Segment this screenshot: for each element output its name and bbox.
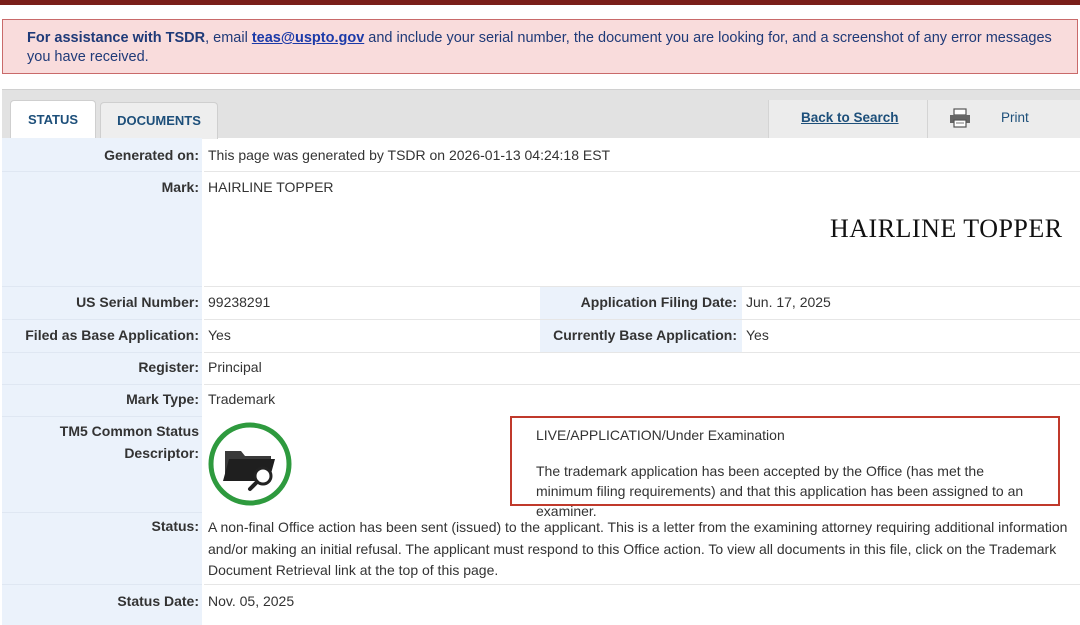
register-label: Register: xyxy=(138,359,199,375)
alert-text-2: and include your serial number, the document you are looking for, and a screenshot of any error messages you have received. xyxy=(27,30,1052,65)
toolbar xyxy=(768,100,1080,138)
mark-type-label: Mark Type: xyxy=(126,391,199,407)
top-accent-bar xyxy=(0,0,1080,5)
support-email-link[interactable]: teas@uspto.gov xyxy=(251,30,365,46)
row-divider xyxy=(2,384,202,385)
row-divider xyxy=(2,286,202,287)
mark-value: HAIRLINE TOPPER xyxy=(208,179,334,195)
row-divider xyxy=(2,319,202,320)
serial-label: US Serial Number: xyxy=(76,294,199,310)
tm5-status-box xyxy=(510,416,1060,519)
tab-status[interactable]: STATUS xyxy=(10,100,96,140)
folder-search-icon xyxy=(207,421,293,507)
status-date-label: Status Date: xyxy=(117,593,199,609)
current-base-value: Yes xyxy=(746,327,769,343)
row-divider xyxy=(2,512,202,513)
status-content xyxy=(2,138,1080,625)
serial-value: 99238291 xyxy=(208,294,271,310)
filing-date-label: Application Filing Date: xyxy=(580,294,737,310)
mark-type-value: Trademark xyxy=(208,391,276,407)
row-divider xyxy=(204,352,1080,353)
base-application-label: Filed as Base Application: xyxy=(25,327,199,343)
mark-image: HAIRLINE TOPPER xyxy=(830,214,1063,243)
generated-value: This page was generated by TSDR on 2026-01-13 04:24:18 EST xyxy=(208,147,611,163)
printer-icon[interactable] xyxy=(949,108,971,128)
row-divider xyxy=(2,584,202,585)
label-column xyxy=(2,138,202,625)
row-divider xyxy=(2,416,202,417)
row-divider xyxy=(204,384,1080,385)
current-base-label: Currently Base Application: xyxy=(553,327,737,343)
row-divider xyxy=(204,286,1080,287)
tab-bar xyxy=(2,89,1080,138)
row-divider xyxy=(204,584,1080,585)
status-value: A non-final Office action has been sent (issued) to the applicant. This is a letter from the examining attorney requiring additional information and/or making an initial refusal. The applicant must respond to this Office action. To view all documents in this file, click on the Trademark Document Retrieval link at the top of this page. xyxy=(208,519,1068,578)
tm5-description: The trademark application has been accepted by the Office (has met the minimum filing requirements) and that this application has been assigned to an examiner. xyxy=(536,463,1024,519)
mark-label: Mark: xyxy=(161,179,199,195)
register-value: Principal xyxy=(208,359,262,375)
row-divider xyxy=(204,171,1080,172)
filing-date-value: Jun. 17, 2025 xyxy=(746,294,831,310)
generated-label: Generated on: xyxy=(104,147,199,163)
status-label: Status: xyxy=(151,518,199,534)
row-divider xyxy=(2,171,202,172)
row-divider xyxy=(204,319,1080,320)
print-link[interactable]: Print xyxy=(1001,110,1029,125)
row-divider xyxy=(2,352,202,353)
tm5-status: LIVE/APPLICATION/Under Examination xyxy=(536,427,785,443)
tab-documents[interactable]: DOCUMENTS xyxy=(100,102,218,139)
base-application-value: Yes xyxy=(208,327,231,343)
assistance-alert xyxy=(2,19,1078,74)
tm5-label-line1: TM5 Common Status xyxy=(59,423,199,439)
back-to-search-link[interactable]: Back to Search xyxy=(801,110,899,125)
alert-text-1: , email xyxy=(205,30,252,46)
status-date-value: Nov. 05, 2025 xyxy=(208,593,295,609)
tm5-label-line2: Descriptor: xyxy=(124,445,199,461)
alert-lead: For assistance with TSDR xyxy=(27,30,206,46)
toolbar-divider xyxy=(927,100,928,138)
